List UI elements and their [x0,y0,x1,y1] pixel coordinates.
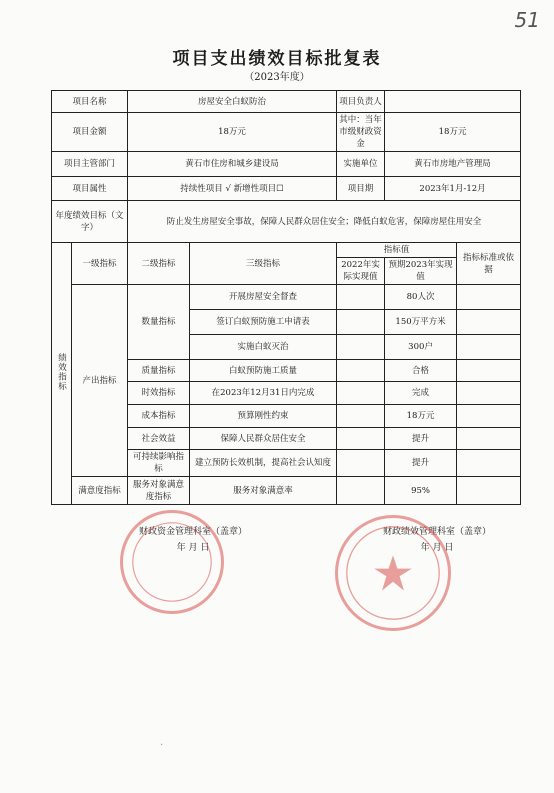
row-9-expected: 95% [385,477,457,505]
annual-goal-label: 年度绩效目标（文字） [52,201,128,243]
row-8-basis [457,450,521,477]
quality-indicator-cell: 质量指标 [128,360,190,382]
project-leader-value [385,91,521,113]
row-5-basis [457,382,521,405]
row-3-basis [457,335,521,360]
expected-2023-header: 预期2023年实现值 [385,258,457,285]
project-leader-label: 项目负责人 [337,91,385,113]
left-signature-dept: 财政资金管理科室（盖章） [138,527,247,537]
department-label: 项目主管部门 [52,152,128,177]
satisfaction-indicator-cell: 满意度指标 [72,477,128,505]
row-6-actual [337,405,385,428]
row-8-actual [337,450,385,477]
sustainability-indicator-cell: 可持续影响指标 [128,450,190,477]
project-period-label: 项目期 [337,177,385,201]
left-signature [118,524,268,553]
value-group-header: 指标值 [337,243,457,258]
left-signature-date: 年 月 日 [176,543,210,553]
row-8-expected: 提升 [385,450,457,477]
row-3-indicator: 实施白蚁灭治 [190,335,337,360]
social-benefit-cell: 社会效益 [128,428,190,450]
scan-mark: · [160,740,164,751]
actual-2022-header: 2022年实际实现值 [337,258,385,285]
row-2-actual [337,310,385,335]
output-indicator-cell: 产出指标 [72,285,128,477]
level1-header: 一级指标 [72,243,128,285]
row-5-actual [337,382,385,405]
fiscal-funds-label: 其中：当年市级财政资金 [337,113,385,152]
row-1-expected: 80人次 [385,285,457,310]
timeliness-indicator-cell: 时效指标 [128,382,190,405]
department-value: 黄石市住房和城乡建设局 [128,152,337,177]
project-amount-value: 18万元 [128,113,337,152]
row-2-basis [457,310,521,335]
document-title: 项目支出绩效目标批复表 [172,49,382,69]
project-name-value: 房屋安全白蚁防治 [128,91,337,113]
row-3-actual [337,335,385,360]
row-1-basis [457,285,521,310]
project-name-label: 项目名称 [52,91,128,113]
row-4-basis [457,360,521,382]
row-5-indicator: 在2023年12月31日内完成 [190,382,337,405]
project-attribute-label: 项目属性 [52,177,128,201]
row-7-basis [457,428,521,450]
level2-header: 二级指标 [128,243,190,285]
row-1-indicator: 开展房屋安全督查 [190,285,337,310]
row-6-expected: 18万元 [385,405,457,428]
implementing-unit-label: 实施单位 [337,152,385,177]
annual-goal-value: 防止发生房屋安全事故，保障人民群众居住安全；降低白蚁危害，保障房屋住用安全 [128,201,521,243]
project-attribute-value: 持续性项目 √ 新增性项目☐ [128,177,337,201]
right-signature-date: 年 月 日 [420,543,454,553]
indicator-group-text: 绩效指标 [56,352,67,391]
row-6-indicator: 预算刚性约束 [190,405,337,428]
row-4-actual [337,360,385,382]
row-8-indicator: 建立预防长效机制，提高社会认知度 [190,450,337,477]
row-1-actual [337,285,385,310]
row-4-indicator: 白蚁预防施工质量 [190,360,337,382]
performance-table [51,90,521,505]
basis-header: 指标标准或依据 [457,243,521,285]
right-signature-dept: 财政绩效管理科室（盖章） [382,527,491,537]
row-7-indicator: 保障人民群众居住安全 [190,428,337,450]
project-period-value: 2023年1月-12月 [385,177,521,201]
quantity-indicator-cell: 数量指标 [128,285,190,360]
level3-header: 三级指标 [190,243,337,285]
cost-indicator-cell: 成本指标 [128,405,190,428]
document-subtitle: （2023年度） [244,72,310,83]
row-9-indicator: 服务对象满意率 [190,477,337,505]
row-2-expected: 150万平方米 [385,310,457,335]
project-amount-label: 项目金额 [52,113,128,152]
row-9-actual [337,477,385,505]
indicator-group-label [52,243,72,505]
row-7-expected: 提升 [385,428,457,450]
right-signature [362,524,512,553]
fiscal-funds-value: 18万元 [385,113,521,152]
service-satisfaction-cell: 服务对象满意度指标 [128,477,190,505]
row-9-basis [457,477,521,505]
row-4-expected: 合格 [385,360,457,382]
row-3-expected: 300户 [385,335,457,360]
row-7-actual [337,428,385,450]
row-2-indicator: 签订白蚁预防施工申请表 [190,310,337,335]
page-number: 51 [514,8,540,32]
row-5-expected: 完成 [385,382,457,405]
implementing-unit-value: 黄石市房地产管理局 [385,152,521,177]
row-6-basis [457,405,521,428]
